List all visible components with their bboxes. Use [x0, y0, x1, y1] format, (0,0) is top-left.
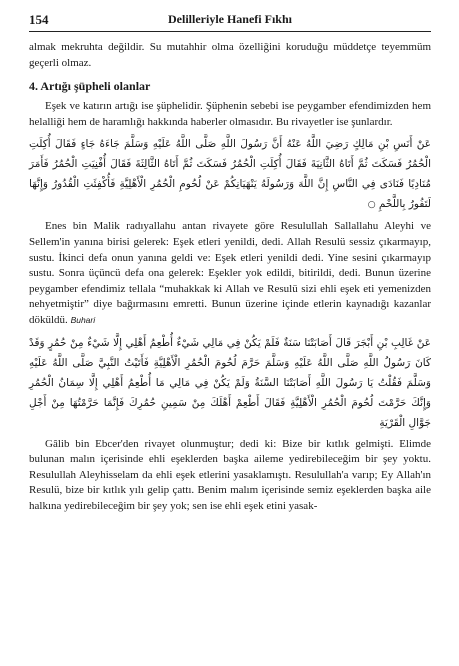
section-paragraph: Eşek ve katırın artığı ise şüphelidir. Şüphenin sebebi ise peygamber efendimizden hem helalliği hem de haramlığı hakkında haberler olmasıdır. Bu rivayetler ise şunlardır. — [29, 100, 431, 128]
hadith-end-mark: ○ — [367, 200, 376, 211]
hadith-2-translation: Gâlib bin Ebcer'den rivayet olunmuştur; dedi ki: Bize bir kıtlık gelmişti. Elimde bulunan malın içerisinde ehli eşeklerden başka aileme yedirebileceğim bir şey yoktu. Resulullah Aleyhisselam da ehli eşek etlerini yasaklamıştı. Resulullah'a varıp; Ey Allah'ın Resulü, bize bir kıtlık yılı gelip çattı. Benim malım içerisinde semiz eşeklerden başka aile halkına yedirebileceğim bir şey yok; sen ise ehli eşek etini yasak- — [29, 437, 431, 512]
book-page — [29, 0, 431, 666]
hadith-2-arabic: عَنْ غَالِبِ بْنِ أَبْجَرَ قَالَ أَصَابَتْنَا سَنَةٌ فَلَمْ يَكُنْ فِي مَالِي شَيْءٌ أُطْعِمُ أَهْلِي إِلَّا شَيْءٌ مِنْ حُمُرٍ وَقَدْ كَانَ رَسُولُ اللَّهِ صَلَّى اللَّهُ عَلَيْهِ وَسَلَّمَ حَرَّمَ لُحُومَ الْحُمُرِ الْأَهْلِيَّةِ فَأَتَيْتُ النَّبِيَّ صَلَّى اللَّهُ عَلَيْهِ وَسَلَّمَ فَقُلْتُ يَا رَسُولَ اللَّهِ أَصَابَتْنَا السَّنَةُ وَلَمْ يَكُنْ فِي مَالِي مَا أُطْعِمُ أَهْلِي إِلَّا سِمَانُ الْحُمُرِ وَإِنَّكَ حَرَّمْتَ لُحُومَ الْحُمُرِ الْأَهْلِيَّةِ فَقَالَ أَطْعِمْ أَهْلَكَ مِنْ سَمِينِ حُمُرِكَ فَإِنَّمَا حَرَّمْتُهَا مِنْ أَجْلِ جَوَّالِ الْقَرْيَةِ — [29, 336, 431, 429]
page-number: 154 — [29, 12, 49, 27]
hadith-1-translation — [29, 219, 431, 328]
section-title: 4. Artığı şüpheli olanlar — [29, 79, 151, 94]
page-content — [29, 40, 431, 515]
running-title: Delilleriyle Hanefi Fıkhı — [168, 12, 292, 26]
hadith-1-arabic — [29, 134, 431, 215]
page-header — [29, 12, 431, 34]
header-rule — [29, 31, 431, 32]
intro-paragraph: almak mekruhta değildir. Su mutahhir olma özelliğini koruduğu müddetçe teyemmüm geçerli olmaz. — [29, 41, 431, 69]
hadith-1-translation-text: Enes bin Malik radıyallahu antan rivayete göre Resulullah Sallallahu Aleyhi ve Sellem'in yanına birisi gelerek: Eşek etleri yenildi, dedi. Allah Resulü sessiz çıkarmayıp, sustu. İkinci defa onun yanına geldi ve: Eşek etleri yenildi dedi. Yine sesini çıkarmayıp sustu. Sonra üçüncü defa ona gelerek: Eşekler yok edildi, bitirildi, dedi. Bunun üzerine peygamber efendimiz tellala “muhakkak ki Allah ve Resulü sizi ehli eşek eti yemenizden nehyetmiştir” diye bağırmasını emretti. Bunun üzerine içinde etlerin kaynadığı kazanlar döküldü. — [29, 220, 431, 326]
hadith-1-arabic-text: عَنْ أَنَسِ بْنِ مَالِكٍ رَضِيَ اللَّهُ عَنْهُ أَنَّ رَسُولَ اللَّهِ صَلَّى اللَّهُ عَلَيْهِ وَسَلَّمَ جَاءَهُ جَاءٍ فَقَالَ أُكِلَتِ الْحُمُرُ فَسَكَتَ ثُمَّ أَتَاهُ الثَّانِيَةَ فَقَالَ أُكِلَتِ الْحُمُرُ فَسَكَتَ ثُمَّ أَتَاهُ الثَّالِثَةَ فَقَالَ أُفْنِيَتِ الْحُمُرُ فَأَمَرَ مُنَادِيًا فَنَادَى فِي النَّاسِ إِنَّ اللَّهَ وَرَسُولَهُ يَنْهَيَانِكُمْ عَنْ لُحُومِ الْحُمُرِ الْأَهْلِيَّةِ فَأُكْفِئَتِ الْقُدُورُ وَإِنَّهَا لَتَفُورُ بِاللَّحْمِ — [29, 138, 431, 211]
hadith-1-source: Buhari — [70, 314, 96, 325]
